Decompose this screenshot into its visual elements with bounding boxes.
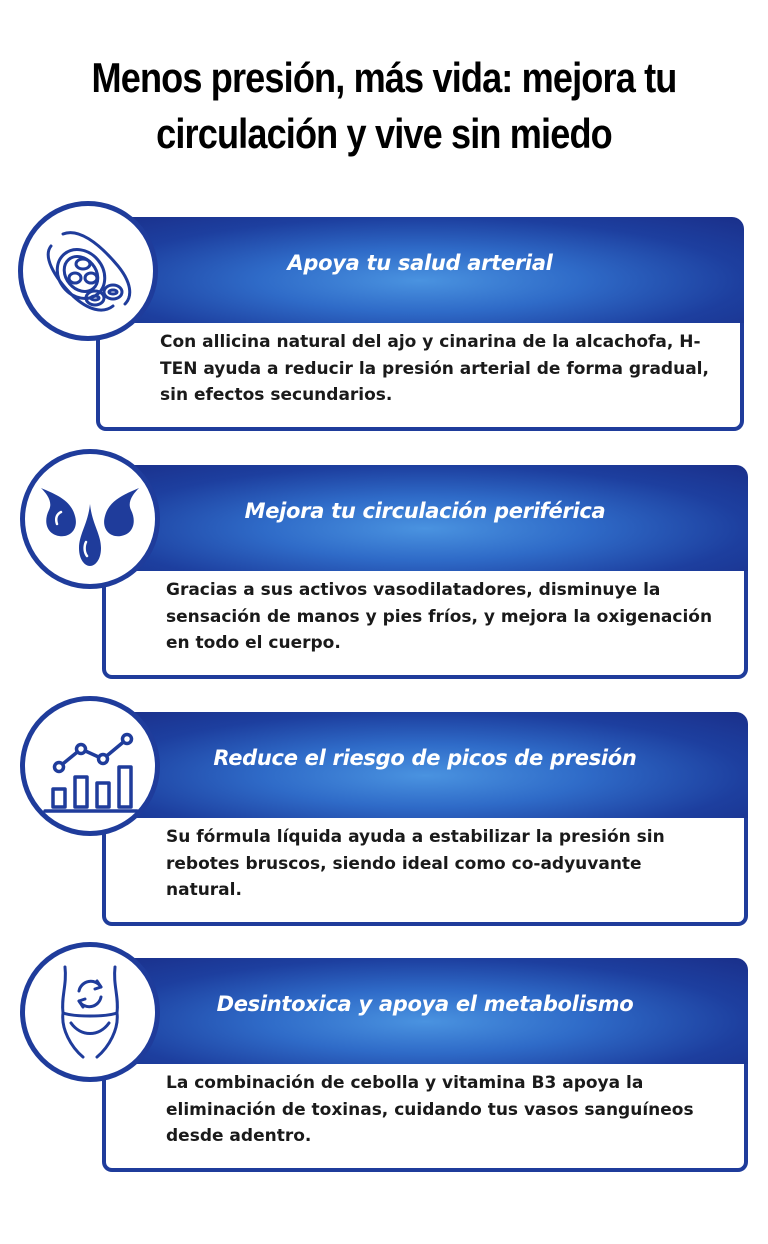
body-metabolism-icon (35, 957, 145, 1067)
page-title-line-1: Menos presión, más vida: mejora tu (91, 54, 677, 101)
card-title: Apoya tu salud arterial (287, 251, 553, 275)
card-text: La combinación de cebolla y vitamina B3 apoya la eliminación de toxinas, cuidando tus vasos sanguíneos desde adentro. (166, 1073, 694, 1146)
page-title-line-2: circulación y vive sin miedo (156, 110, 612, 157)
icon-badge (18, 201, 158, 341)
growth-chart-icon (35, 711, 145, 821)
card-text: Su fórmula líquida ayuda a estabilizar la presión sin rebotes bruscos, siendo ideal como co-adyuvante natural. (166, 827, 665, 900)
card-title: Desintoxica y apoya el metabolismo (216, 992, 634, 1016)
drops-icon (35, 464, 145, 574)
card-text: Gracias a sus activos vasodilatadores, disminuye la sensación de manos y pies fríos, y mejora la oxigenación en todo el cuerpo. (166, 580, 713, 653)
blood-vessel-icon (33, 216, 143, 326)
icon-badge (20, 942, 160, 1082)
card-text: Con allicina natural del ajo y cinarina de la alcachofa, H-TEN ayuda a reducir la presión arterial de forma gradual, sin efectos secundarios. (160, 332, 709, 405)
icon-badge (20, 449, 160, 589)
card-title: Reduce el riesgo de picos de presión (213, 746, 637, 770)
icon-badge (20, 696, 160, 836)
card-header (102, 712, 748, 818)
card-header (102, 465, 748, 571)
card-header (96, 217, 744, 323)
card-body (102, 1064, 748, 1172)
card-body (102, 818, 748, 926)
card-body (96, 323, 744, 431)
card-title: Mejora tu circulación periférica (244, 499, 606, 523)
card-header (102, 958, 748, 1064)
page-title (54, 50, 714, 162)
card-body (102, 571, 748, 679)
